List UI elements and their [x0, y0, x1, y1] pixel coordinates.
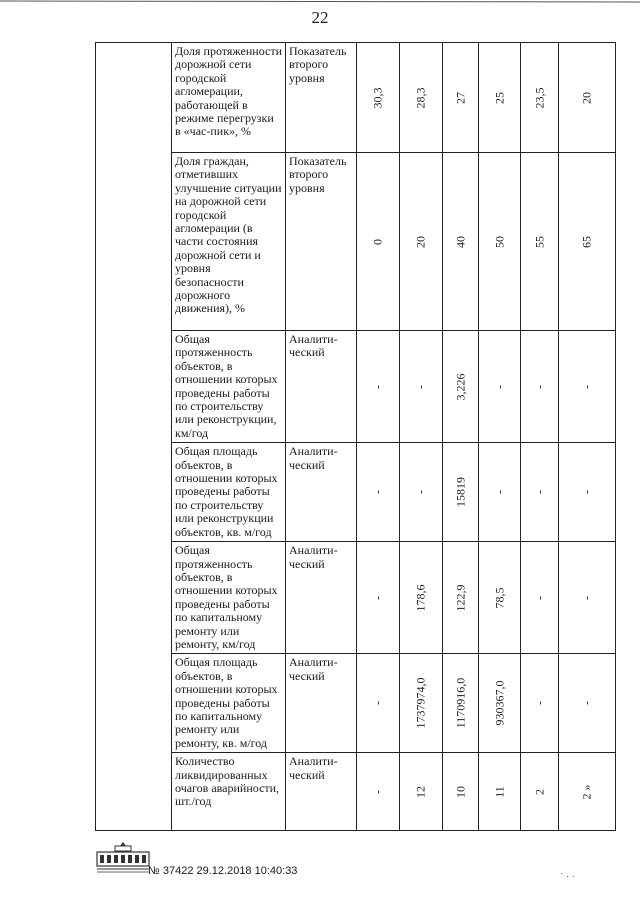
indicator-name: Общая площадь объектов, в отношении которых проведены работы по строительству или реконструкции объектов, кв. м/год — [172, 443, 286, 542]
table-row — [96, 542, 616, 654]
value-cell — [357, 443, 400, 542]
indicator-type: Аналити-ческий — [286, 542, 357, 654]
value-cell — [559, 331, 616, 443]
value-text: 0 — [370, 238, 385, 245]
value-text: 2 » — [579, 784, 594, 800]
registration-stamp: № 37422 29.12.2018 10:40:33 — [148, 865, 298, 877]
table-row — [96, 331, 616, 443]
value-cell — [357, 331, 400, 443]
value-text: 20 — [579, 91, 594, 104]
table-row — [96, 753, 616, 831]
value-text: 1170916,0 — [452, 677, 467, 729]
indicator-name: Общая протяженность объектов, в отношении которых проведены работы по капитальному ремонту или ремонту, км/год — [172, 542, 286, 654]
value-text: 28,3 — [413, 87, 428, 108]
indicator-name: Доля протяженности дорожной сети городской агломерации, работающей в режиме перегрузки в «час-пик», % — [172, 43, 286, 153]
value-text: 20 — [413, 235, 428, 248]
value-cell — [357, 43, 400, 153]
value-cell — [521, 153, 559, 331]
value-cell — [479, 443, 521, 542]
value-text: 78,5 — [491, 587, 506, 609]
value-cell — [400, 542, 443, 654]
value-cell — [357, 753, 400, 831]
table-row — [96, 43, 616, 153]
value-text: - — [579, 701, 594, 706]
value-text: - — [370, 701, 385, 706]
value-text: 10 — [452, 785, 467, 798]
value-cell — [521, 753, 559, 831]
value-cell — [479, 43, 521, 153]
value-cell — [559, 443, 616, 542]
value-cell — [559, 542, 616, 654]
value-cell — [400, 753, 443, 831]
value-cell — [521, 331, 559, 443]
value-cell — [443, 443, 479, 542]
value-cell — [357, 153, 400, 331]
value-cell — [357, 542, 400, 654]
indicator-type: Аналити-ческий — [286, 331, 357, 443]
value-cell — [521, 654, 559, 753]
value-text: - — [370, 384, 385, 389]
value-cell — [357, 654, 400, 753]
indicator-type: Аналити-ческий — [286, 654, 357, 753]
value-text: - — [491, 384, 506, 389]
value-text: 3,226 — [452, 373, 467, 401]
value-text: 50 — [491, 235, 506, 248]
indicator-type: Показатель второго уровня — [286, 153, 357, 331]
indicator-type: Аналити-ческий — [286, 753, 357, 831]
value-text: 2 — [531, 788, 546, 795]
value-cell — [559, 43, 616, 153]
value-text: - — [413, 490, 428, 495]
value-cell — [559, 153, 616, 331]
value-text: 30,3 — [370, 87, 385, 108]
value-text: 178,6 — [413, 584, 428, 612]
value-cell — [521, 43, 559, 153]
indicator-name: Доля граждан, отметивших улучшение ситуации на дорожной сети городской агломерации (в части состояния дорожной сети и уровня безопасности дорожного движения), % — [172, 153, 286, 331]
value-text: 930367,0 — [491, 680, 506, 726]
value-text: - — [531, 595, 546, 600]
value-text: 40 — [452, 235, 467, 248]
value-cell — [521, 443, 559, 542]
value-text: 12 — [413, 785, 428, 798]
indicator-name: Количество ликвидированных очагов аварийности, шт./год — [172, 753, 286, 831]
value-cell — [559, 654, 616, 753]
value-cell — [400, 331, 443, 443]
indicator-name: Общая протяженность объектов, в отношении которых проведены работы по строительству или реконструкции, км/год — [172, 331, 286, 443]
value-cell — [479, 542, 521, 654]
value-text: - — [370, 595, 385, 600]
scan-top-edge — [0, 0, 640, 4]
value-cell — [443, 153, 479, 331]
page-number: 22 — [311, 8, 329, 27]
value-cell — [400, 654, 443, 753]
indicator-name: Общая площадь объектов, в отношении которых проведены работы по капитальному ремонту или ремонту, кв. м/год — [172, 654, 286, 753]
table-row — [96, 443, 616, 542]
value-text: - — [413, 384, 428, 389]
building-seal-icon — [95, 840, 151, 874]
value-text: 11 — [491, 785, 506, 798]
value-text: - — [579, 595, 594, 600]
value-text: - — [531, 490, 546, 495]
value-text: - — [491, 490, 506, 495]
value-cell — [400, 43, 443, 153]
value-text: 65 — [579, 235, 594, 248]
value-text: - — [531, 701, 546, 706]
table-row — [96, 654, 616, 753]
value-text: - — [531, 384, 546, 389]
value-cell — [400, 443, 443, 542]
indicators-table — [95, 42, 616, 831]
scan-noise-marks: ˙ · · — [560, 872, 575, 883]
value-text: - — [579, 490, 594, 495]
indicator-type: Показатель второго уровня — [286, 43, 357, 153]
value-text: - — [370, 789, 385, 794]
value-cell — [479, 331, 521, 443]
value-text: 23,5 — [531, 87, 546, 108]
indicator-type: Аналити-ческий — [286, 443, 357, 542]
value-cell — [443, 542, 479, 654]
value-cell — [400, 153, 443, 331]
value-cell — [443, 331, 479, 443]
value-cell — [559, 753, 616, 831]
value-text: 122,9 — [452, 584, 467, 612]
value-text: 27 — [452, 91, 467, 104]
value-text: 55 — [531, 235, 546, 248]
value-cell — [443, 654, 479, 753]
table-row — [96, 153, 616, 331]
blank-left-cell — [96, 43, 172, 831]
value-cell — [479, 753, 521, 831]
value-cell — [479, 654, 521, 753]
value-cell — [443, 753, 479, 831]
value-cell — [443, 43, 479, 153]
value-cell — [521, 542, 559, 654]
value-cell — [479, 153, 521, 331]
value-text: 15819 — [452, 477, 467, 508]
value-text: - — [579, 384, 594, 389]
value-text: - — [370, 490, 385, 495]
value-text: 1737974,0 — [413, 677, 428, 729]
value-text: 25 — [491, 91, 506, 104]
